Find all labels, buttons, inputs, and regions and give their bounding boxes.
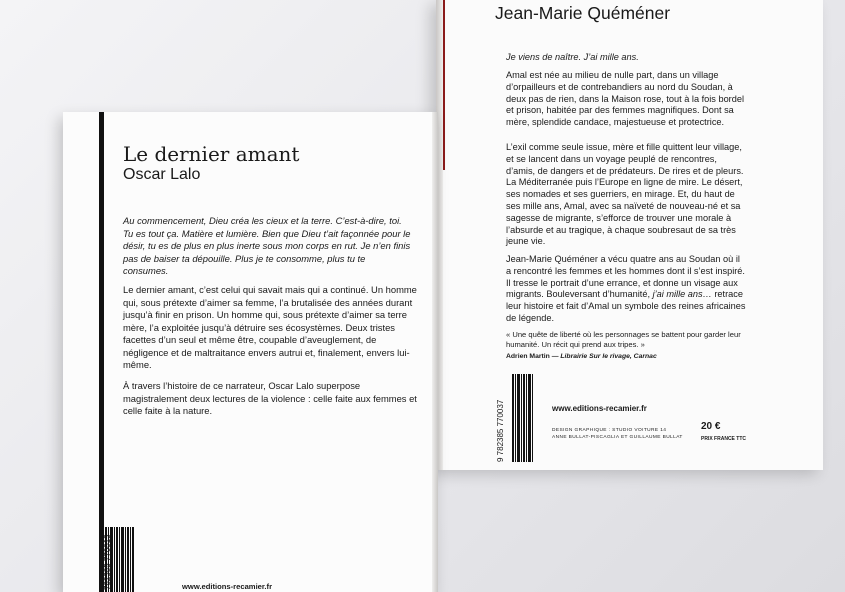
design-credits: [552, 427, 683, 441]
blurb-paragraph-2: L’exil comme seule issue, mère et fille quittent leur village, et se lancent dans un voyage peuplé de rencontres, d’amis, de dangers et de prédateurs. De rires et de pleurs. La Méditerranée puis l’Europe en ligne de mire. Le désert, ses nomades et ses guerriers, en mirage. Et, du haut de ses mille ans, Amal, avec sa naïveté de nouveau-né et sa sagesse de migrante, s’efforce de trouver une morale à l’absurde et au tragique, à chaque soubresaut de sa très jeune vie.: [506, 142, 744, 247]
price-note: PRIX FRANCE TTC: [701, 436, 746, 442]
blurb-paragraph-3: [506, 254, 746, 325]
publisher-url: www.editions-recamier.fr: [182, 582, 273, 591]
book-back-cover-left: [63, 112, 438, 592]
blurb-paragraph-3-b: retrace leur histoire et fait d’Amal un symbole des reines africaines de légende.: [506, 289, 746, 323]
press-quote: « Une quête de liberté où les personnages se battent pour garder leur humanité. Un récit qui prend aux tripes. »: [506, 330, 741, 349]
italic-excerpt: Au commencement, Dieu créa les cieux et la terre. C’est-à-dire, toi. Tu es tout ça. Matière et lumière. Bien que Dieu t’ait façonnée pour le désir, tu es de plus en plus inerte sous mon corps en rut. Je n’en finis pas de baiser ta dépouille. Plus je te consomme, plus tu te consumes.: [123, 215, 411, 276]
press-quote-author: Adrien Martin —: [506, 353, 561, 360]
blurb-paragraph-1: Le dernier amant, c’est celui qui savait mais qui a continué. Un homme qui, sous prétexte d’aimer sa femme, l’a brutalisée des années durant jusqu’à finir en prison. Un homme qui, sous prétexte d’aimer sa terre mère, l’a exploitée jusqu’à détruire ses écosystèmes. Deux tristes facettes d’un seul et même être, coupable d’aveuglement, de négligence et de maltraitance envers autrui et, finalement, envers lui-même.: [123, 284, 417, 370]
price: 20 €: [701, 421, 721, 432]
blurb-paragraph-3-a: Jean-Marie Quéméner a vécu quatre ans au Soudan où il a rencontré les femmes et les hommes dont il s’est inspiré. Il tresse le portrait d’une errance, et donne un visage aux migrants. Bouleversant d’humanité,: [506, 254, 745, 300]
blurb-paragraph-3-italic: j’ai mille ans…: [652, 289, 712, 300]
barcode-number: 782385 770013: [103, 534, 112, 590]
design-credit-label: DESIGN GRAPHIQUE : STUDIO VOITURE 14: [552, 428, 667, 433]
author-name: Oscar Lalo: [123, 166, 201, 183]
blurb-paragraph-2: À travers l’histoire de ce narrateur, Oscar Lalo superpose magistralement deux lectures de la violence : celle faite aux femmes et celle faite à la nature.: [123, 380, 417, 416]
book-spine-edge: [432, 112, 438, 592]
tagline: Je viens de naître. J’ai mille ans.: [506, 52, 639, 62]
book-back-cover-right: [436, 0, 823, 470]
design-credit-names: ANNE BULLAT-PISCAGLIA ET GUILLAUME BULLAT: [552, 435, 683, 440]
blurb-paragraph-1: Amal est née au milieu de nulle part, dans un village d’orpailleurs et de contrebandiers au nord du Soudan, à deux pas de rien, dans la Maison rose, tout à la fois bordel et prison, habitée par des femmes magnifiques. Dont sa mère, splendide candace, majestueuse et protectrice.: [506, 70, 744, 128]
red-accent-bar: [443, 0, 445, 170]
publisher-url: www.editions-recamier.fr: [552, 404, 647, 413]
book-title: Le dernier amant: [123, 142, 300, 166]
author-name: Jean-Marie Quéméner: [495, 3, 671, 23]
press-quote-bookshop: Librairie Sur le rivage, Carnac: [560, 353, 657, 360]
press-quote-source: [506, 353, 657, 360]
barcode-number: 9 782385 770037: [496, 399, 505, 462]
black-accent-bar: [99, 112, 104, 592]
